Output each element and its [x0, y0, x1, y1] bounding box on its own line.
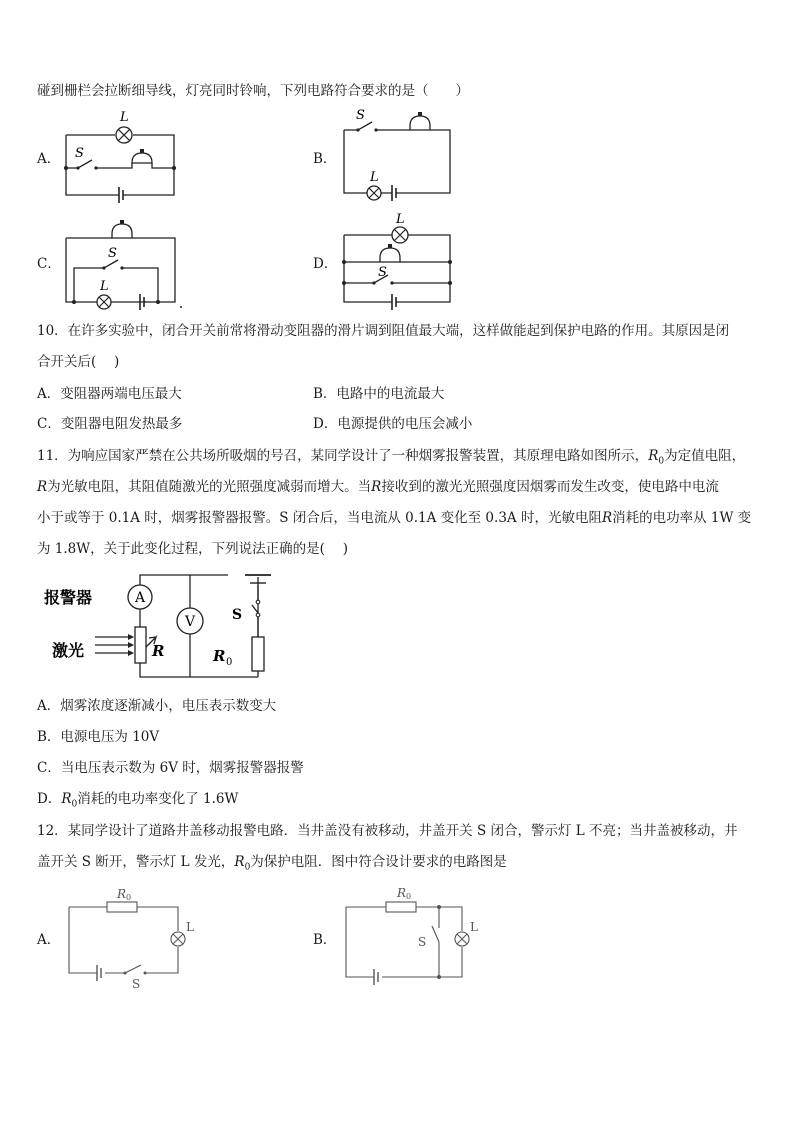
lamp-label: L [470, 920, 478, 934]
laser-label: 激光 [51, 641, 85, 660]
switch-label: S [75, 146, 84, 161]
r0-label: R [213, 647, 226, 665]
q9-option-d-label[interactable]: D． [313, 256, 338, 272]
q9-option-a-label[interactable]: A． [37, 151, 61, 167]
q12-circuit-b [342, 880, 482, 990]
q10-stem-line1: 10．在许多实验中，闭合开关前常将滑动变阻器的滑片调到阻值最大端，这样做能起到保护电路的作用。其原因是闭 [37, 323, 730, 339]
q11-option-b[interactable]: B．电源电压为 10V [37, 729, 160, 745]
q11-stem-line2: R为光敏电阻，其阻值随激光的光照强度减弱而增大。当R接收到的激光光照强度因烟雾而发生改变，使电路中电流 [37, 479, 719, 495]
q12-option-a-label[interactable]: A． [37, 932, 61, 948]
q11-circuit-figure [40, 565, 280, 685]
switch-label: S [108, 246, 117, 261]
battery-icon [392, 185, 400, 201]
bell-icon [380, 244, 400, 262]
r-label: R [152, 642, 165, 660]
q9-stem: 碰到栅栏会拉断细导线，灯亮同时铃响，下列电路符合要求的是（ ） [37, 83, 469, 99]
lamp-icon [455, 932, 469, 946]
q12-stem-line2: 盖开关 S 断开，警示灯 L 发光，$R_0$为保护电阻．图中符合设计要求的电路图是 [37, 854, 507, 873]
switch-label: S [132, 977, 141, 991]
r0-subscript: 0 [226, 657, 233, 668]
battery-icon [392, 294, 400, 310]
q9-circuit-d [340, 212, 460, 312]
q11-stem-line4: 为 1.8W，关于此变化过程，下列说法正确的是( ) [37, 541, 348, 557]
q12-option-b-label[interactable]: B． [313, 932, 337, 948]
lamp-label: L [370, 170, 379, 185]
r0-label: R [117, 887, 127, 901]
q9-option-b-label[interactable]: B． [313, 151, 337, 167]
q10-option-b[interactable]: B．电路中的电流最大 [313, 386, 445, 402]
battery-icon [119, 187, 128, 203]
alarm-label: 报警器 [43, 588, 93, 607]
switch-label: S [418, 935, 427, 949]
q11-option-a[interactable]: A．烟雾浓度逐渐减小，电压表示数变大 [37, 698, 277, 714]
q10-option-c[interactable]: C．变阻器电阻发热最多 [37, 416, 183, 432]
r0-subscript: 0 [126, 893, 132, 902]
q10-option-d[interactable]: D．电源提供的电压会减小 [313, 416, 473, 432]
lamp-icon [97, 295, 111, 309]
ammeter-icon: A [134, 590, 146, 606]
r0-label: R [397, 886, 407, 900]
q10-stem-line2: 合开关后( ) [37, 354, 120, 370]
q10-option-a[interactable]: A．变阻器两端电压最大 [37, 386, 182, 402]
lamp-icon [171, 932, 185, 946]
q11-stem-line3: 小于或等于 0.1A 时，烟雾报警器报警。S 闭合后，当电流从 0.1A 变化至 0.3A 时，光敏电阻R消耗的电功率从 1W 变 [37, 510, 752, 526]
lamp-label: L [186, 920, 194, 934]
lamp-icon [392, 227, 408, 243]
lamp-icon [116, 127, 132, 143]
lamp-label: L [120, 110, 129, 125]
battery-icon [374, 969, 378, 985]
switch-label: S [232, 607, 243, 623]
bell-icon [410, 112, 430, 130]
voltmeter-icon: V [184, 614, 196, 630]
lamp-icon [367, 186, 381, 200]
q12-circuit-a [65, 885, 200, 990]
lamp-label: L [100, 279, 109, 294]
q9-circuit-c [60, 220, 185, 310]
laser-arrows-icon [95, 634, 134, 656]
q9-circuit-b [340, 105, 460, 205]
q11-option-c[interactable]: C．当电压表示数为 6V 时，烟雾报警器报警 [37, 760, 304, 776]
q11-option-d[interactable]: D．$R_0$消耗的电功率变化了 1.6W [37, 791, 239, 810]
bell-icon [112, 220, 132, 238]
r0-subscript: 0 [406, 892, 412, 901]
q11-stem-line1: 11．为响应国家严禁在公共场所吸烟的号召，某同学设计了一种烟雾报警装置，其原理电路如图所示，$R_0$为定值电阻， [37, 448, 746, 467]
q9-circuit-a [60, 110, 180, 205]
q9-option-c-label[interactable]: C． [37, 256, 61, 272]
q12-stem-line1: 12．某同学设计了道路井盖移动报警电路．当井盖没有被移动，井盖开关 S 闭合，警示灯 L 不亮；当井盖被移动，井 [37, 823, 738, 839]
switch-label: S [378, 265, 387, 280]
battery-icon [97, 965, 101, 981]
switch-label: S [356, 108, 365, 123]
bell-icon [132, 149, 152, 163]
lamp-label: L [396, 212, 405, 227]
